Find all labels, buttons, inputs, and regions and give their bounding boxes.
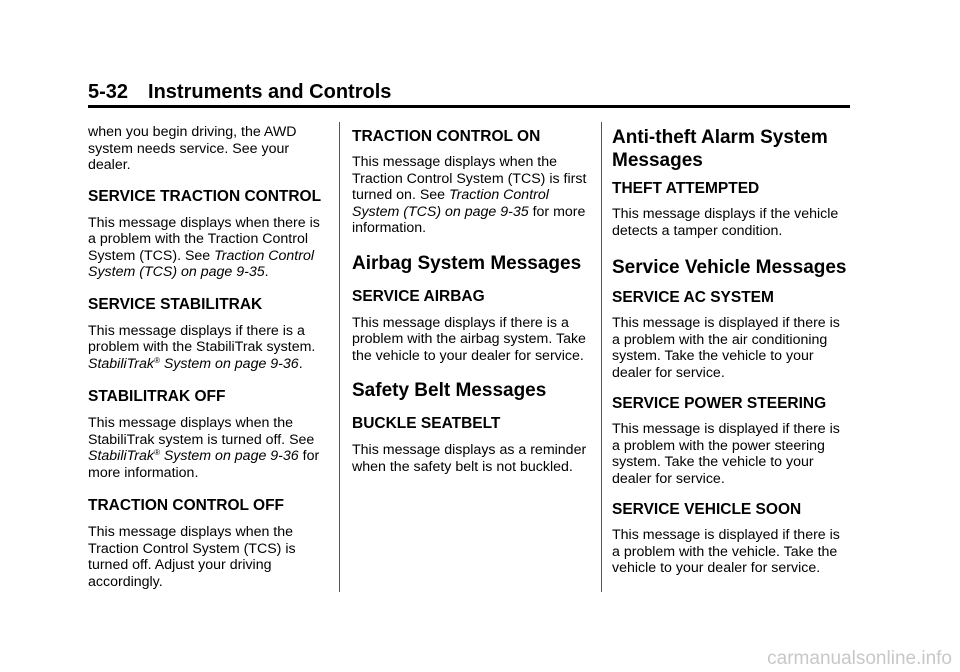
paragraph: This message displays if the vehicle detects a tamper condition. (612, 206, 839, 239)
paragraph: This message is displayed if there is a problem with the power steering system. Take the vehicle to your dealer for service. (612, 421, 840, 487)
section-title-airbag: Airbag System Messages (352, 252, 582, 274)
heading-traction-control-on: TRACTION CONTROL ON (352, 128, 541, 145)
paragraph: This message displays when the Traction Control System (TCS) is first turned on. See Traction Control System (TCS) on page 9-35 for more information. (352, 154, 587, 236)
heading-service-vehicle-soon: SERVICE VEHICLE SOON (612, 501, 802, 518)
paragraph: This message displays when there is a problem with the Traction Control System (TCS). See Traction Control System (TCS) on page 9-35. (88, 214, 320, 280)
paragraph: This message displays when the Traction Control System (TCS) is turned off. Adjust your driving accordingly. (88, 524, 296, 590)
heading-service-ac-system: SERVICE AC SYSTEM (612, 289, 774, 306)
heading-buckle-seatbelt: BUCKLE SEATBELT (352, 415, 501, 432)
section-title-service-vehicle: Service Vehicle Messages (612, 257, 847, 278)
heading-service-power-steering: SERVICE POWER STEERING (612, 395, 827, 412)
cross-reference-link[interactable]: Traction Control System (TCS) on page 9-35 (352, 187, 549, 220)
heading-service-stabilitrak: SERVICE STABILITRAK (88, 295, 263, 313)
paragraph: This message displays if there is a problem with the StabiliTrak system. StabiliTrak® System on page 9-36. (88, 322, 316, 372)
page-header (88, 80, 850, 104)
header-rule (88, 105, 850, 108)
intro-paragraph: when you begin driving, the AWD system needs service. See your dealer. (88, 124, 297, 173)
section-title-safety-belt: Safety Belt Messages (352, 380, 547, 401)
column-divider (601, 122, 602, 592)
heading-stabilitrak-off: STABILITRAK OFF (88, 388, 226, 405)
paragraph: This message is displayed if there is a problem with the vehicle. Take the vehicle to your dealer for service. (612, 527, 840, 576)
column-divider (339, 122, 340, 592)
paragraph: This message displays as a reminder when the safety belt is not buckled. (352, 442, 587, 475)
heading-theft-attempted: THEFT ATTEMPTED (612, 180, 760, 197)
paragraph: This message displays when the StabiliTrak system is turned off. See StabiliTrak® System on page 9-36 for more information. (88, 415, 320, 481)
paragraph: This message displays if there is a problem with the airbag system. Take the vehicle to your dealer for service. (352, 314, 586, 364)
section-title: Instruments and Controls (148, 81, 392, 103)
heading-service-airbag: SERVICE AIRBAG (352, 287, 485, 305)
heading-service-traction-control: SERVICE TRACTION CONTROL (88, 187, 322, 205)
paragraph: This message is displayed if there is a problem with the air conditioning system. Take the vehicle to your dealer for service. (612, 315, 840, 381)
page-title (88, 80, 850, 104)
cross-reference-link[interactable]: StabiliTrak® System on page 9-36 (88, 448, 299, 464)
page-number: 5-32 (88, 81, 129, 103)
cross-reference-link[interactable]: StabiliTrak® System on page 9-36 (88, 355, 299, 372)
section-title-anti-theft: Anti-theft Alarm System Messages (612, 127, 828, 171)
heading-traction-control-off: TRACTION CONTROL OFF (88, 497, 285, 514)
cross-reference-link[interactable]: Traction Control System (TCS) on page 9-35 (88, 247, 315, 280)
watermark: carmanualsonline.info (767, 648, 952, 669)
column-3 (612, 124, 850, 577)
column-1 (88, 124, 324, 590)
column-2 (352, 124, 588, 475)
